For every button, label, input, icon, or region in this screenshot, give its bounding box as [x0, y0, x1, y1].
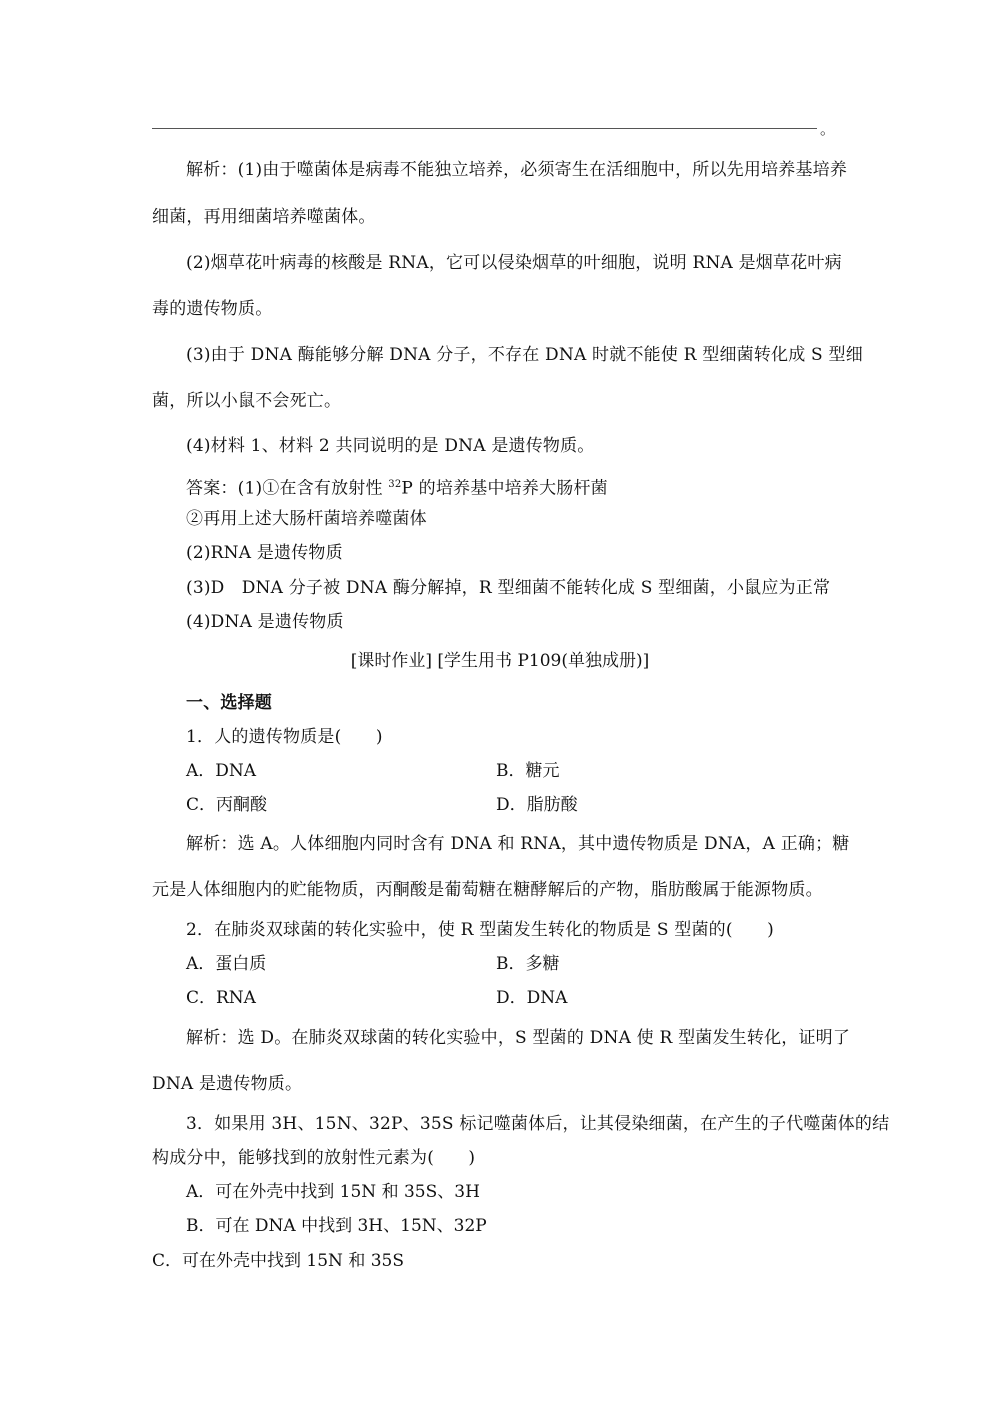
- part-title: 一、选择题: [186, 693, 272, 713]
- analysis-line-1: 解析：(1)由于噬菌体是病毒不能独立培养，必须寄生在活细胞中，所以先用培养基培养: [186, 160, 848, 180]
- q1-option-a: A．DNA: [186, 761, 257, 781]
- answer-line-3: (2)RNA 是遗传物质: [186, 543, 343, 563]
- answer-1-text-post: P 的培养基中培养大肠杆菌: [401, 478, 608, 499]
- answer-label: 答案：: [186, 478, 238, 499]
- q1-option-d: D．脂肪酸: [496, 795, 578, 815]
- q2-stem: 2．在肺炎双球菌的转化实验中，使 R 型菌发生转化的物质是 S 型菌的( ): [186, 920, 774, 940]
- answer-line-1: [186, 473, 608, 501]
- analysis-line-2: 细菌，再用细菌培养噬菌体。: [152, 207, 376, 227]
- q1-stem: 1．人的遗传物质是( ): [186, 727, 383, 747]
- section-header: [课时作业] [学生用书 P109(单独成册)]: [350, 651, 650, 671]
- answer-1-sup: 32: [388, 479, 402, 490]
- q1-option-b: B．糖元: [496, 761, 560, 781]
- q3-option-c: C．可在外壳中找到 15N 和 35S: [152, 1251, 405, 1271]
- answer-blank-line: [152, 128, 817, 129]
- q2-analysis-line-2: DNA 是遗传物质。: [152, 1074, 303, 1094]
- answer-line-5: (4)DNA 是遗传物质: [186, 612, 344, 632]
- analysis-line-4: 毒的遗传物质。: [152, 299, 273, 319]
- analysis-line-3: (2)烟草花叶病毒的核酸是 RNA，它可以侵染烟草的叶细胞，说明 RNA 是烟草花叶病: [186, 253, 842, 273]
- analysis-line-6: 菌，所以小鼠不会死亡。: [152, 391, 342, 411]
- q3-stem-line-2: 构成分中，能够找到的放射性元素为( ): [152, 1148, 476, 1168]
- q1-analysis-line-2: 元是人体细胞内的贮能物质，丙酮酸是葡萄糖在糖酵解后的产物，脂肪酸属于能源物质。: [152, 880, 823, 900]
- q2-analysis-line-1: 解析：选 D。在肺炎双球菌的转化实验中，S 型菌的 DNA 使 R 型菌发生转化，证明了: [186, 1028, 851, 1048]
- q1-analysis-line-1: 解析：选 A。人体细胞内同时含有 DNA 和 RNA，其中遗传物质是 DNA，A 正确；糖: [186, 834, 850, 854]
- answer-line-4: (3)D DNA 分子被 DNA 酶分解掉，R 型细菌不能转化成 S 型细菌，小鼠应为正常: [186, 578, 831, 598]
- analysis-line-5: (3)由于 DNA 酶能够分解 DNA 分子，不存在 DNA 时就不能使 R 型细菌转化成 S 型细: [186, 345, 863, 365]
- blank-end-mark: 。: [820, 120, 836, 138]
- q2-option-c: C．RNA: [186, 988, 256, 1008]
- q3-stem-line-1: 3．如果用 3H、15N、32P、35S 标记噬菌体后，让其侵染细菌，在产生的子代噬菌体的结: [186, 1114, 890, 1134]
- answer-1-text-pre: (1)①在含有放射性: [237, 478, 389, 499]
- q2-option-d: D．DNA: [496, 988, 568, 1008]
- q3-option-b: B．可在 DNA 中找到 3H、15N、32P: [186, 1216, 487, 1236]
- q2-option-b: B．多糖: [496, 954, 560, 974]
- q1-option-c: C．丙酮酸: [186, 795, 268, 815]
- q2-option-a: A．蛋白质: [186, 954, 267, 974]
- answer-line-2: ②再用上述大肠杆菌培养噬菌体: [186, 509, 427, 529]
- analysis-line-7: (4)材料 1、材料 2 共同说明的是 DNA 是遗传物质。: [186, 436, 595, 456]
- q3-option-a: A．可在外壳中找到 15N 和 35S、3H: [186, 1182, 480, 1202]
